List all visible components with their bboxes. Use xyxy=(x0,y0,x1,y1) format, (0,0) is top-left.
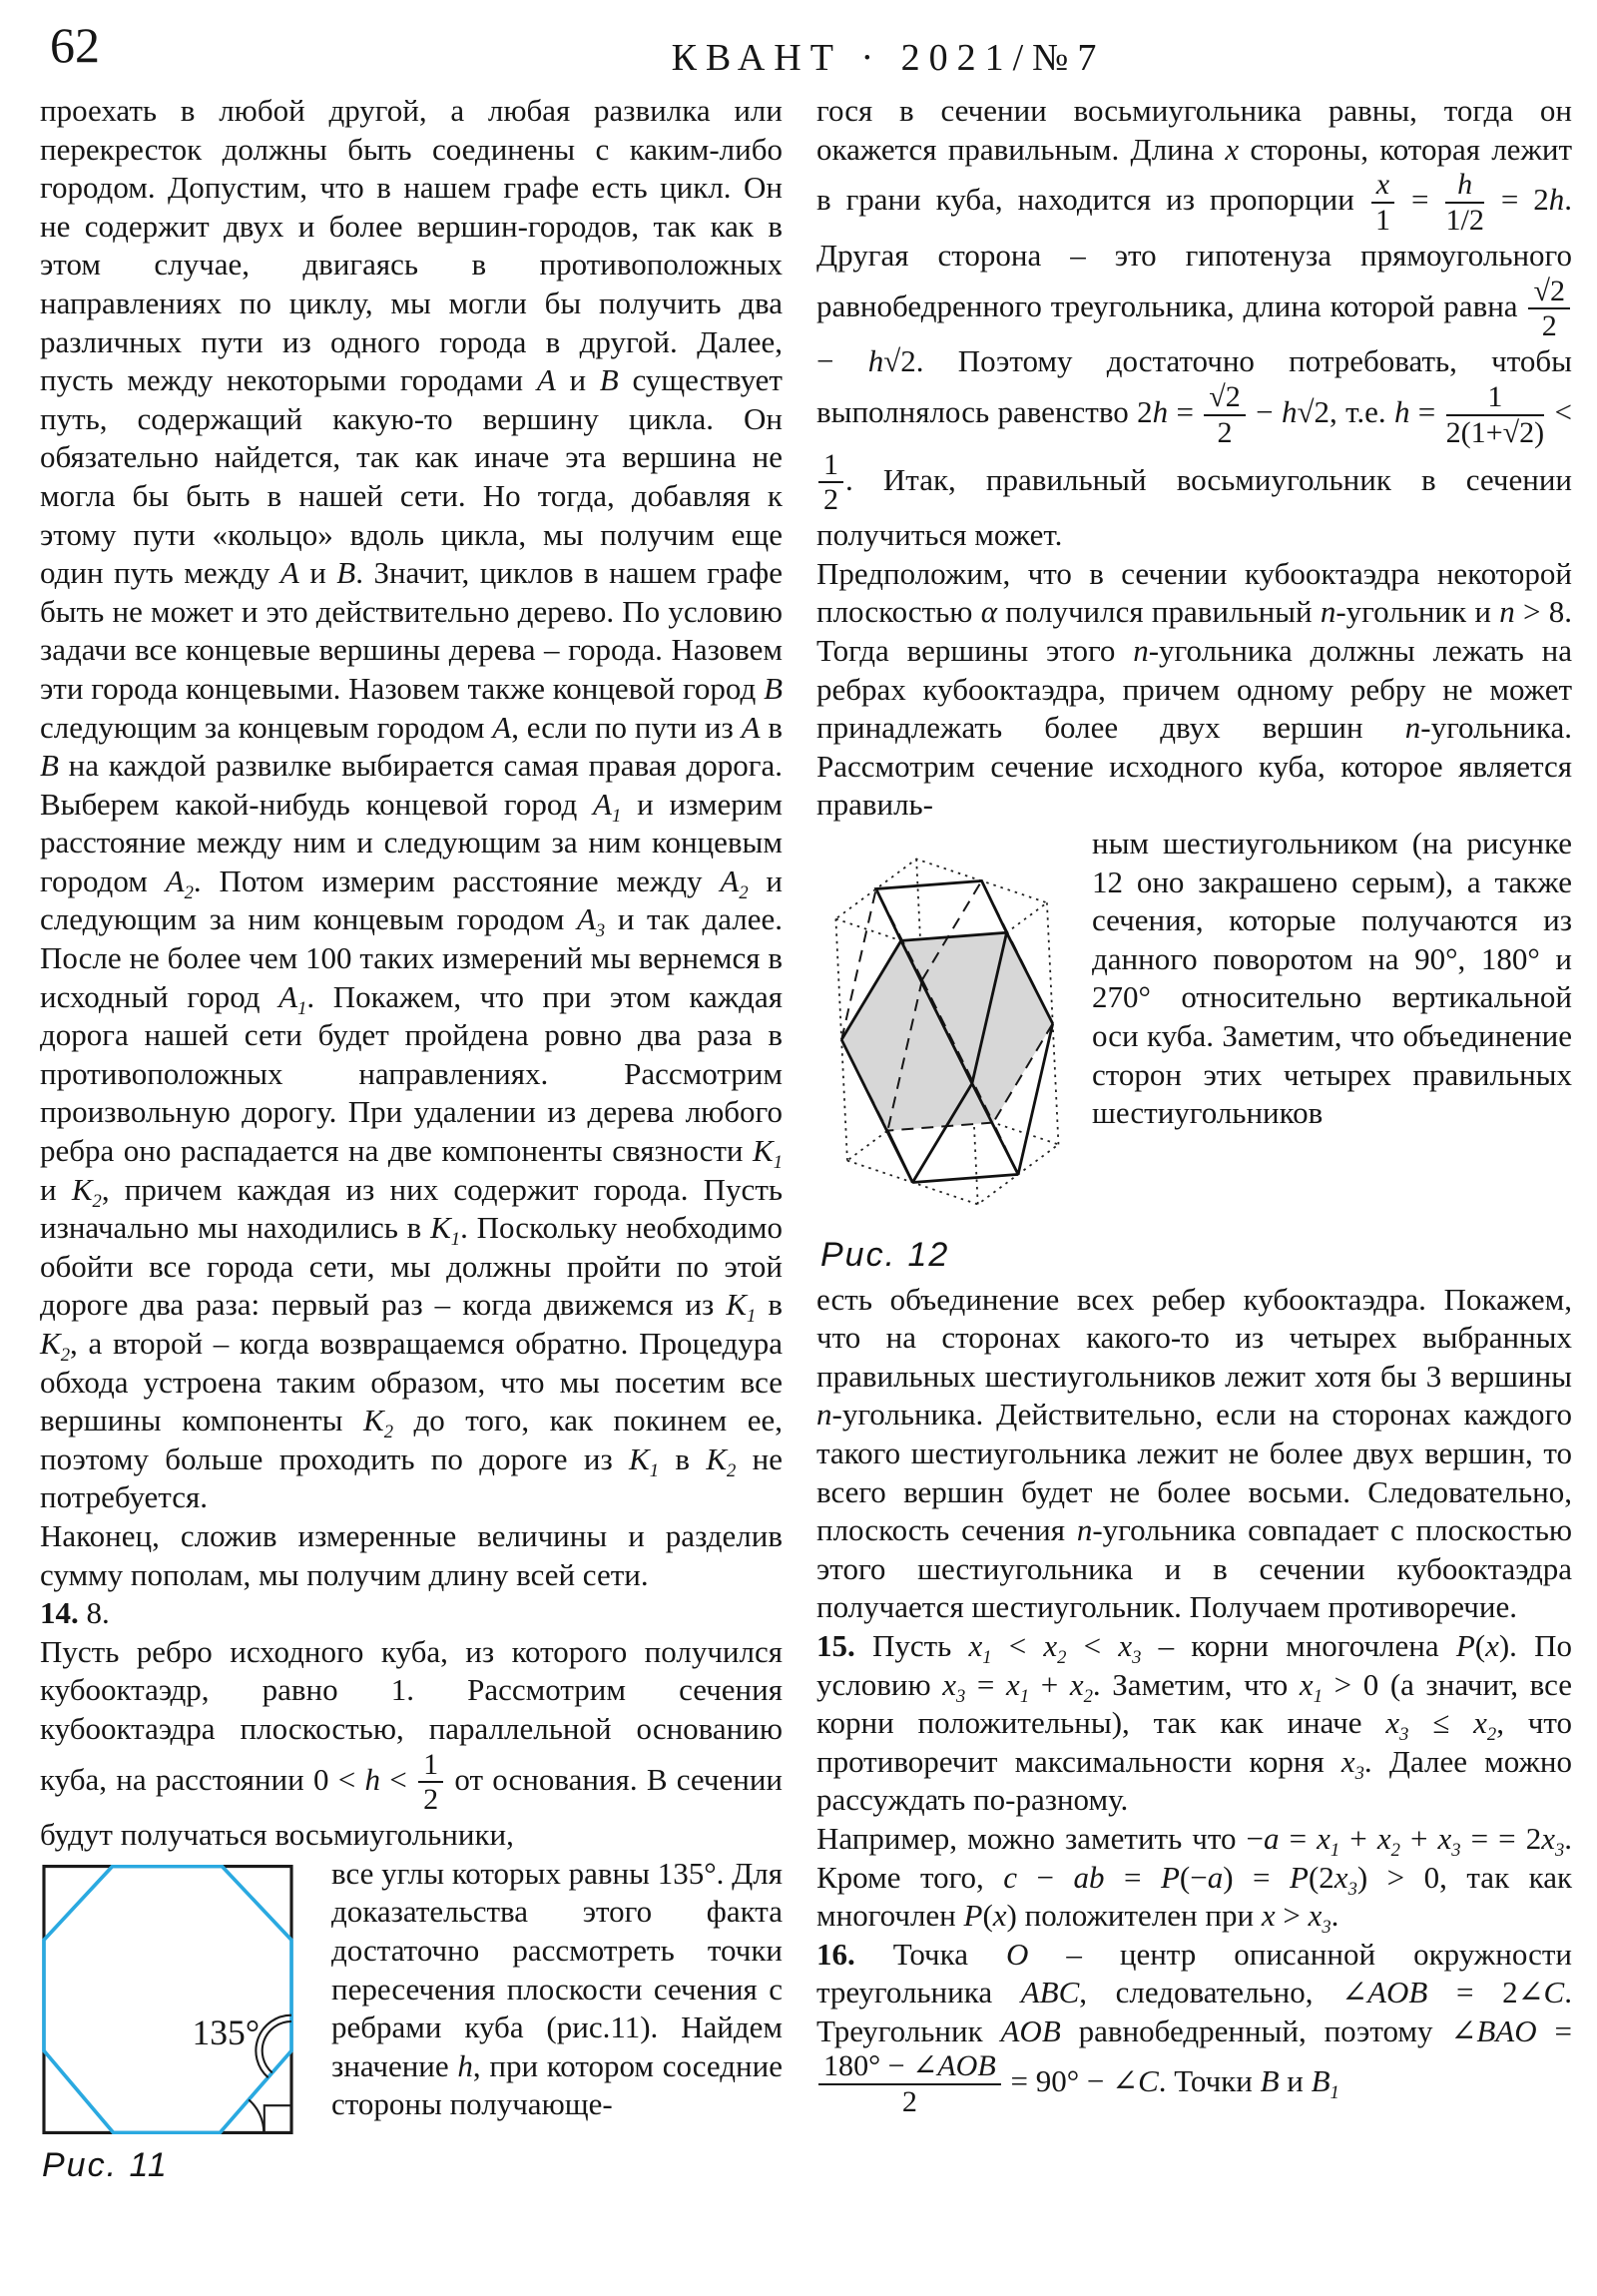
paragraph-n-gon-assumption: Предположим, что в сечении кубооктаэдра некоторой плоскостью α получился правильный n-угольник и n > 8. Тогда вершины этого n-угольника должны лежать на ребрах кубооктаэдра, причем одному ребру не может принадлежать более двух вершин n-угольника. Рассмотрим сечение исходного куба, которое является правиль- xyxy=(816,555,1573,823)
cuboctahedron-figure xyxy=(820,833,1070,1224)
paragraph-union-of-edges: есть объединение всех ребер кубооктаэдра. Покажем, что на сторонах какого-то из четырех выбранных правильных шестиугольников лежит хотя бы 3 вершины n-угольника. Действительно, если на сторонах каждого такого шестиугольника лежит не более двух вершин, то всего вершин будет не более восьми. Следовательно, плоскость сечения n-угольника совпадает с плоскостью этого шестиугольника и в сечении кубооктаэдра получается шестиугольник. Получаем противоречие. xyxy=(816,1281,1572,1625)
paragraph-with-figure-12 xyxy=(816,825,1572,1274)
paragraph-with-figure-11 xyxy=(40,1855,783,2184)
left-column xyxy=(40,92,783,2188)
paragraph-network-length: Наконец, сложив измеренные величины и разделив сумму пополам, мы получим длину всей сети. xyxy=(40,1517,783,1592)
figure-12 xyxy=(820,833,1072,1275)
journal-header: КВАНТ · 2021/№7 xyxy=(671,37,1106,79)
solution-16-paragraph: 16. Точка O – центр описанной окружности треугольника ABC, следовательно, ∠AOB = 2∠C. Треугольник AOB равнобедренный, поэтому ∠BAO = $\frac{\text{180° − ∠AOB}}{2}$ = 90° − ∠C. Точки B и $B_1$ xyxy=(816,1936,1572,2119)
angle-label: 135° xyxy=(192,2011,261,2052)
paragraph-polynomial-note: Например, можно заметить что $-a = x_1 + x_2 + x_3$ = = $2x_3$. Кроме того, c − ab = $P(-a) = P(2x_3) > 0$, так как многочлен P(x) положителен при $x > x_3$. xyxy=(816,1820,1573,1939)
page-number: 62 xyxy=(50,17,100,73)
paragraph-octagon-angles: все углы которых равны 135°. Для доказательства этого факта достаточно рассмотреть точки пересечения плоскости сечения с ребрами куба (рис.11). Найдем значение h, при котором соседние стороны получающе- xyxy=(331,1855,783,2122)
paragraph-cuboctahedron-sections: Пусть ребро исходного куба, из которого получился кубооктаэдр, равно 1. Рассмотрим сечения кубооктаэдра плоскостью, параллельной основанию куба, на расстоянии 0 < h < $\frac{1}{2}$ от основания. В сечении будут получаться восьмиугольники, xyxy=(40,1633,784,1853)
paragraph-graph-proof: проехать в любой другой, а любая развилка или перекресток должны быть соединены с каким-либо городом. Допустим, что в нашем графе есть цикл. Он не содержит двух и более вершин-городов, так как в этом случае, двигаясь в противоположных направлениях по циклу, мы могли бы получить два различных пути из одного города в другой. Далее, пусть между некоторыми городами A и B существует путь, содержащий какую-то вершину цикла. Он обязательно найдется, так как иначе эта вершина не могла бы быть в нашей сети. Но тогда, добавляя к этому пути «кольцо» вдоль цикла, мы получим еще один путь между A и B. Значит, циклов в нашем графе быть не может и это действительно дерево. По условию задачи все концевые вершины дерева – города. Назовем эти города концевыми. Назовем также концевой город B следующим за концевым городом A, если по пути из A в B на каждой развилке выбирается самая правая дорога. Выберем какой-нибудь концевой город $A_1$ и измерим расстояние между ним и следующим за ним концевым городом $A_2$. Потом измерим расстояние между $A_2$ и следующим за ним концевым городом $A_3$ и так далее. После не более чем 100 таких измерений мы вернемся в исходный город $A_1$. Покажем, что при этом каждая дорога нашей сети будет пройдена ровно два раза в противоположных направлениях. Рассмотрим произвольную дорогу. При удалении из дерева любого ребра оно распадается на две компоненты связности $K_1$ и $K_2$, причем каждая из них содержит города. Пусть изначально мы находились в $K_1$. Поскольку необходимо обойти все города сети, мы должны пройти по этой дороге два раза: первый раз – когда движемся из $K_1$ в $K_2$, а второй – когда возвращаемся обратно. Процедура обхода устроена таким образом, что мы посетим все вершины компоненты $K_2$ до того, как покинем ее, поэтому больше проходить по дороге из $K_1$ в $K_2$ не потребуется. xyxy=(40,93,784,1515)
solution-14-heading: 14. 8. xyxy=(40,1595,110,1631)
figure-11 xyxy=(42,1865,309,2185)
figure-11-caption: Рис. 11 xyxy=(42,2145,169,2184)
paragraph-hexagon-rotations: ным шестиугольником (на рисунке 12 оно закрашено серым), а также сечения, которые получаются из данного поворотом на 90°, 180° и 270° относительно вертикальной оси куба. Заметим, что объединение сторон этих четырех правильных шестиугольников xyxy=(1092,826,1572,1131)
figure-12-caption: Рис. 12 xyxy=(820,1236,950,1274)
solution-15-paragraph: 15. Пусть $x_1 < x_2 < x_3$ – корни многочлена P(x). По условию $x_3 = x_1 + x_2$. Заметим, что $x_1 > 0$ (а значит, все корни положительны), так как иначе $x_3 \le x_2$, что противоречит максимальности корня $x_3$. Далее можно рассуждать по-разному. xyxy=(816,1627,1573,1818)
paragraph-regular-octagon: гося в сечении восьмиугольника равны, тогда он окажется правильным. Длина x стороны, которая лежит в грани куба, находится из пропорции $\frac{x}{1}$ = $\frac{h}{1/2}$ = 2h. Другая сторона – это гипотенуза прямоугольного равнобедренного треугольника, длина которой равна $\frac{√2}{2}$ − h√2. Поэтому достаточно потребовать, чтобы выполнялось равенство 2h = $\frac{√2}{2}$ − h√2, т.е. h = $\frac{1}{2(1+√2)}$ < $\frac{1}{2}$ . Итак, правильный восьмиугольник в сечении получиться может. xyxy=(816,93,1573,553)
octagon-in-square-figure xyxy=(42,1865,293,2134)
right-column xyxy=(816,92,1572,2118)
